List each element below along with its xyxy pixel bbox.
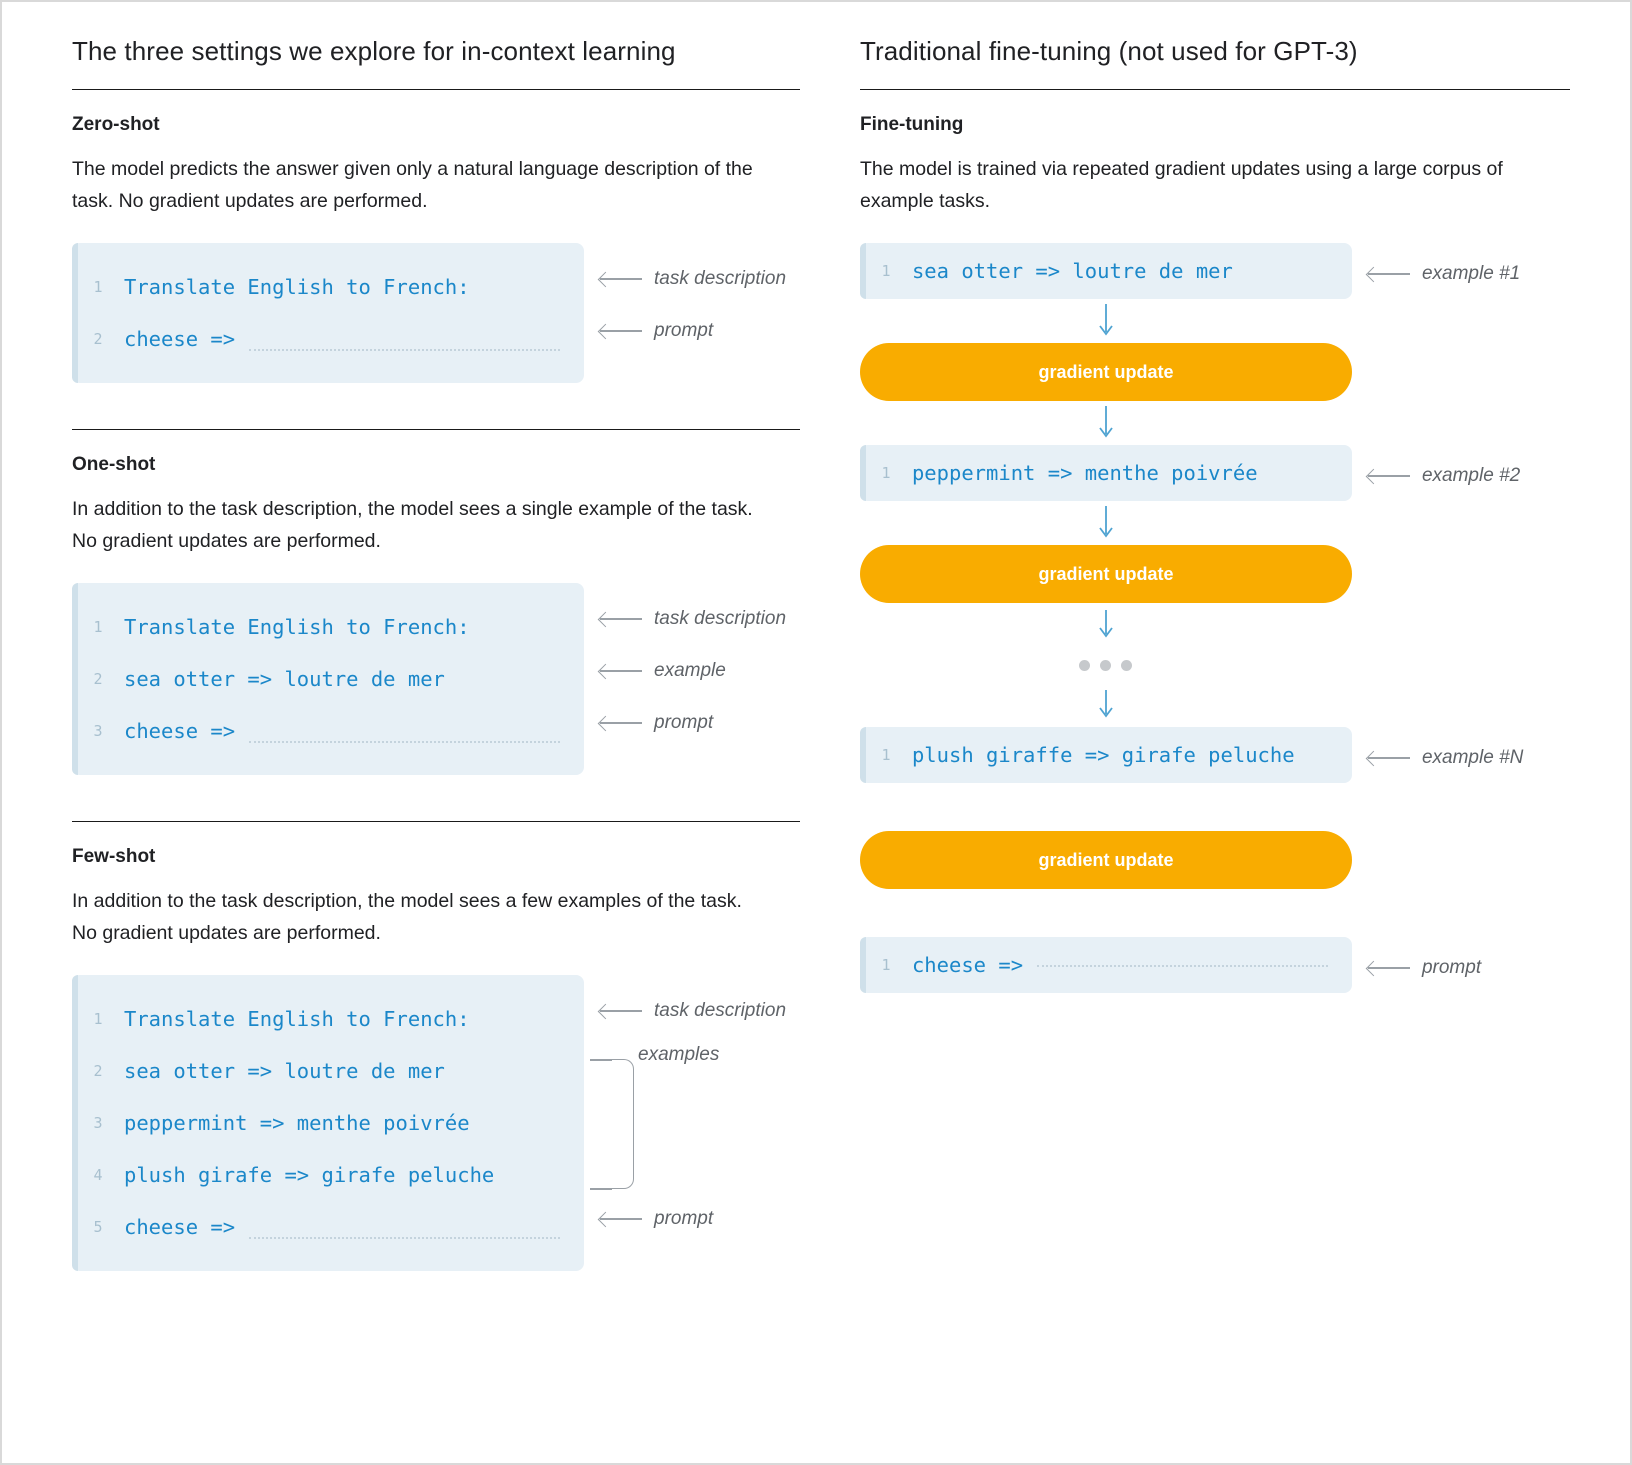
code-text: Translate English to French: [124, 1007, 470, 1032]
code-text: plush girafe => girafe peluche [124, 1163, 495, 1188]
code-card-wrap [72, 975, 800, 1271]
completion-dotted-line [249, 1236, 560, 1239]
annotation-label: example [654, 660, 726, 682]
arrow-left-icon [600, 612, 642, 626]
code-line [72, 653, 584, 705]
code-line [72, 993, 584, 1045]
line-number: 4 [93, 1166, 103, 1185]
annotation-label: task description [654, 268, 787, 290]
fine-tune-step [860, 937, 1570, 993]
annotation-label: prompt [654, 1208, 714, 1230]
bracket-tail [590, 1059, 612, 1061]
code-gutter [860, 243, 866, 299]
line-number: 1 [93, 278, 103, 297]
annotation-label: example #1 [1421, 263, 1521, 285]
arrow-left-icon [600, 272, 642, 286]
code-text: cheese => [124, 719, 236, 744]
completion-dotted-line [1037, 964, 1328, 967]
section-zero-shot [72, 114, 800, 383]
arrow-left-icon [600, 716, 642, 730]
line-number: 2 [93, 330, 103, 349]
gradient-update-pill [860, 545, 1352, 603]
line-number: 3 [93, 722, 103, 741]
section-description: The model is trained via repeated gradient updates using a large corpus of example tasks. [859, 158, 1503, 212]
divider [72, 89, 800, 90]
line-number: 1 [881, 262, 891, 281]
down-arrow-icon [860, 683, 1352, 727]
code-card-example-1 [860, 243, 1352, 299]
annotation [600, 268, 786, 290]
code-line [72, 1045, 584, 1097]
code-card-one-shot [72, 583, 584, 775]
code-card-example-2 [860, 445, 1352, 501]
code-text: cheese => [124, 1215, 236, 1240]
spacer [860, 889, 1570, 913]
section-description: The model predicts the answer given only a natural language description of the task. No gradient updates are performed. [72, 158, 753, 212]
code-line [72, 601, 584, 653]
spacer [860, 807, 1570, 831]
code-line [72, 1097, 584, 1149]
dot-icon [1121, 660, 1132, 671]
annotation [600, 320, 713, 342]
annotation [638, 1044, 719, 1066]
code-gutter [72, 975, 78, 1271]
right-column-title: Traditional fine-tuning (not used for GPT-3) [859, 36, 1358, 66]
completion-dotted-line [249, 348, 560, 351]
code-text: cheese => [124, 327, 236, 352]
code-text: sea otter => loutre de mer [911, 259, 1233, 284]
code-text: sea otter => loutre de mer [124, 1059, 445, 1084]
section-heading: Zero-shot [72, 114, 160, 135]
examples-bracket [612, 1059, 634, 1189]
line-number: 1 [93, 1010, 103, 1029]
code-card-wrap [72, 243, 800, 383]
code-gutter [860, 445, 866, 501]
section-few-shot [72, 846, 800, 1271]
fine-tuning-column [840, 36, 1590, 1433]
divider [72, 429, 800, 430]
annotation [1368, 263, 1520, 285]
down-arrow-icon [860, 401, 1352, 445]
pill-label: gradient update [1038, 361, 1174, 382]
arrow-left-icon [600, 664, 642, 678]
annotation [1368, 747, 1523, 769]
annotation-label: example #N [1421, 747, 1524, 769]
annotation-label: prompt [654, 320, 714, 342]
fine-tune-step [860, 727, 1570, 783]
down-arrow-icon [860, 299, 1352, 343]
arrow-left-icon [1368, 267, 1410, 281]
gradient-update-pill [860, 831, 1352, 889]
bracket-tail [590, 1188, 612, 1190]
left-column-title: The three settings we explore for in-context learning [72, 36, 676, 66]
code-gutter [860, 727, 866, 783]
annotation [600, 1000, 786, 1022]
annotation [600, 608, 786, 630]
code-card-zero-shot [72, 243, 584, 383]
code-text: Translate English to French: [124, 275, 470, 300]
dot-icon [1100, 660, 1111, 671]
annotation-label: task description [654, 608, 787, 630]
line-number: 2 [93, 670, 103, 689]
line-number: 1 [881, 956, 891, 975]
arrow-left-icon [1368, 469, 1410, 483]
annotation-label: prompt [1421, 957, 1482, 979]
code-card-example-n [860, 727, 1352, 783]
code-text: plush giraffe => girafe peluche [911, 743, 1295, 768]
fine-tune-step [860, 445, 1570, 501]
divider [860, 89, 1570, 90]
line-number: 1 [93, 618, 103, 637]
arrow-left-icon [600, 324, 642, 338]
section-heading: Few-shot [72, 846, 156, 868]
code-line [72, 705, 584, 757]
gradient-update-pill [860, 343, 1352, 401]
annotation [600, 1208, 713, 1230]
pill-label: gradient update [1038, 563, 1174, 584]
arrow-left-icon [600, 1004, 642, 1018]
code-text: sea otter => loutre de mer [124, 667, 445, 692]
down-arrow-icon [860, 603, 1352, 647]
dot-icon [1079, 660, 1090, 671]
code-gutter [860, 937, 866, 993]
code-line [72, 313, 584, 365]
ellipsis-indicator [860, 647, 1352, 683]
completion-dotted-line [249, 740, 560, 743]
code-text: peppermint => menthe poivrée [911, 461, 1258, 486]
code-text: peppermint => menthe poivrée [124, 1111, 470, 1136]
annotation [1368, 465, 1520, 487]
code-gutter [72, 243, 78, 383]
annotation [600, 660, 726, 682]
annotation-label: examples [638, 1044, 720, 1066]
code-line [72, 261, 584, 313]
pill-label: gradient update [1038, 849, 1174, 870]
line-number: 1 [881, 746, 891, 765]
code-line [72, 1201, 584, 1253]
section-heading: Fine-tuning [859, 114, 964, 135]
section-one-shot [72, 454, 800, 775]
arrow-left-icon [1368, 961, 1410, 975]
line-number: 2 [93, 1062, 103, 1081]
code-card-wrap [72, 583, 800, 775]
spacer [860, 783, 1570, 807]
spacer [860, 913, 1570, 937]
section-heading: One-shot [72, 454, 156, 476]
annotation [600, 712, 713, 734]
code-text: cheese => [911, 953, 1024, 978]
annotation-label: example #2 [1421, 465, 1521, 487]
line-number: 1 [881, 464, 891, 483]
divider [72, 821, 800, 822]
code-text: Translate English to French: [124, 615, 470, 640]
arrow-left-icon [600, 1212, 642, 1226]
annotation-label: prompt [654, 712, 714, 734]
in-context-learning-column [42, 36, 840, 1433]
code-line [72, 1149, 584, 1201]
section-description: In addition to the task description, the model sees a few examples of the task. No gradient updates are performed. [72, 890, 742, 944]
code-gutter [72, 583, 78, 775]
down-arrow-icon [860, 501, 1352, 545]
arrow-left-icon [1368, 751, 1410, 765]
code-card-prompt [860, 937, 1352, 993]
annotation [1368, 957, 1481, 979]
code-card-few-shot [72, 975, 584, 1271]
annotation-label: task description [654, 1000, 787, 1022]
line-number: 5 [93, 1218, 103, 1237]
line-number: 3 [93, 1114, 103, 1133]
section-description: In addition to the task description, the model sees a single example of the task. No gradient updates are performed. [72, 498, 753, 552]
fine-tune-step [860, 243, 1570, 299]
